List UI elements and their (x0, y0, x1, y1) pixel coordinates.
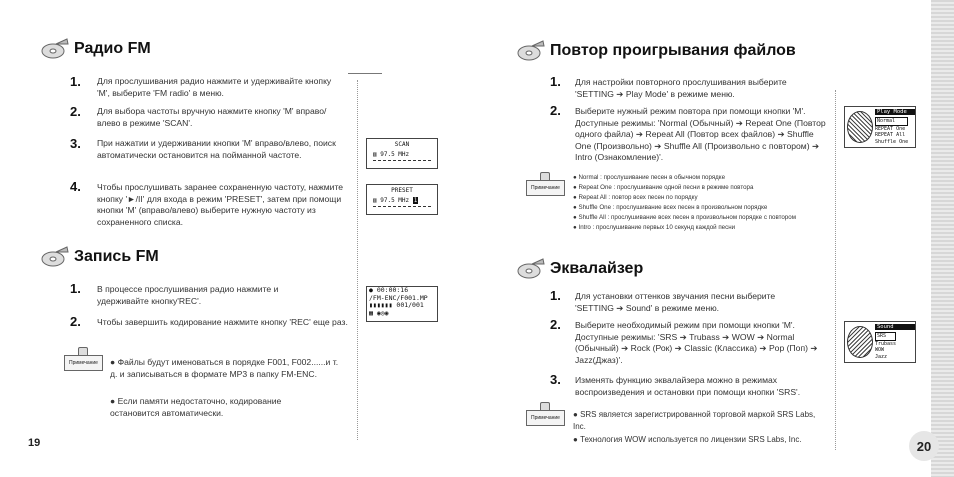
note-item: ● Repeat One : прослушивание одной песни в режиме повтора (573, 184, 754, 191)
note-text: Файлы будут именоваться в порядке F001, F002......и т. д. и записываться в формате MP3 в папку FM-ENC. (110, 357, 339, 379)
note-item: ● Normal : прослушивание песен в обычном порядке (573, 174, 726, 181)
step-number: 2. (550, 103, 561, 118)
radio-section-title (40, 38, 151, 60)
step-number: 2. (70, 104, 81, 119)
lcd-header: Play Mode (875, 109, 915, 115)
page-edge-stripes (931, 0, 954, 477)
note-item: ● Файлы будут именоваться в порядке F001, F002......и т. д. и записываться в формате MP3 в папку FM-ENC. (110, 357, 339, 379)
lcd-preset (366, 184, 438, 215)
lcd-mode: SCAN (394, 141, 410, 148)
step-number: 2. (550, 317, 561, 332)
lcd-play-mode (844, 106, 916, 148)
column-divider (357, 80, 358, 440)
note-label: Примечание (526, 180, 565, 196)
note-text: Repeat All : повтор всех песен по порядку (578, 194, 698, 201)
lcd-item: WOW (875, 347, 885, 353)
note-text: Intro : прослушивание первых 10 секунд каждой песни (578, 224, 736, 231)
lcd-freq-row: ▥ 97.5 MHz 1 (373, 197, 418, 204)
cd-icon (40, 38, 70, 60)
lcd-count: 001/001 (396, 301, 424, 309)
lcd-item: REPEAT All (875, 132, 906, 138)
cd-icon (516, 258, 546, 280)
section-title: Повтор проигрывания файлов (550, 42, 796, 59)
step-number: 3. (550, 372, 561, 387)
page-number: 20 (909, 431, 939, 461)
note-item: ● Технология WOW используется по лицензии SRS Labs, Inc. (573, 435, 802, 444)
step-text: Выберите необходимый режим при помощи кнопки 'M'. Доступные режимы: 'SRS ➔ Trubass ➔ WOW ➔ Normal (Обычный) ➔ Rock (Рок) ➔ Classic (Классика) ➔ Pop (Поп) ➔ Jazz(Джаз)'. (575, 320, 818, 365)
lcd-item: Jazz (875, 353, 888, 360)
record-section-title (40, 246, 159, 268)
note-text: Shuffle One : прослушивание всех песен в произвольном порядке (578, 204, 768, 211)
cd-icon (40, 246, 70, 268)
gear-icon (847, 326, 873, 358)
section-title: Запись FM (74, 248, 159, 265)
lcd-file: /FM-ENC/F001.MP (369, 294, 428, 302)
note-item: ● Shuffle All : прослушивание всех песен в произвольном порядке с повтором (573, 214, 796, 221)
lcd-freq-row: ▥ 97.5 MHz (373, 151, 410, 158)
note-text: Shuffle All : прослушивание всех песен в произвольном порядке с повтором (578, 214, 796, 221)
note-item: ● Если памяти недостаточно, кодирование остановится автоматически. (110, 396, 282, 418)
lcd-menu (875, 332, 896, 360)
note-text: Технология WOW используется по лицензии SRS Labs, Inc. (580, 435, 802, 444)
lcd-channel: 1 (413, 197, 418, 204)
lcd-mode: PRESET (391, 187, 413, 194)
note-item: ● Shuffle One : прослушивание всех песен в произвольном порядке (573, 204, 768, 211)
lcd-tuner-bar (373, 160, 431, 163)
step-number: 4. (70, 179, 81, 194)
note-item: ● Repeat All : повтор всех песен по порядку (573, 194, 698, 201)
lcd-record (366, 286, 438, 322)
note-text: Normal : прослушивание песен в обычном порядке (578, 174, 726, 181)
step-number: 1. (70, 74, 81, 89)
step-number: 3. (70, 136, 81, 151)
lcd-scan (366, 138, 438, 169)
lcd-count-row: ▮▮▮▮▮▮ 001/001 (369, 301, 424, 309)
note-text: Если памяти недостаточно, кодирование остановится автоматически. (110, 396, 282, 418)
step-text: Чтобы завершить кодирование нажмите кнопку 'REC' еще раз. (97, 317, 348, 327)
page-title: Радио FM (74, 40, 151, 57)
lcd-header: Sound (875, 324, 915, 330)
lcd-item: REPEAT One (875, 125, 906, 132)
step-text: Для установки оттенков звучания песни выберите 'SETTING ➔ Sound' в режиме меню. (575, 291, 776, 313)
lcd-item: Trubass (875, 340, 897, 347)
note-icon (526, 172, 564, 196)
step-text: В процессе прослушивания радио нажмите и удерживайте кнопку'REC'. (97, 284, 279, 306)
lcd-time-row: ● 00:00:16 (369, 286, 409, 294)
note-list (573, 173, 843, 233)
eq-section-title (516, 258, 643, 280)
step-text: При нажатии и удерживании кнопки 'M' вправо/влево, поиск автоматически остановится на пойманной частоте. (97, 138, 336, 160)
column-divider (835, 90, 836, 450)
lcd-tuner-bar (373, 206, 431, 209)
lcd-item: Shuffle One (875, 138, 909, 145)
gear-icon (847, 111, 873, 143)
step-text: Для прослушивания радио нажмите и удерживайте кнопку 'M', выберите 'FM radio' в меню. (97, 76, 332, 98)
lcd-time: 00:00:16 (376, 286, 409, 294)
note-text: Repeat One : прослушивание одной песни в режиме повтора (578, 184, 754, 191)
note-icon (526, 402, 564, 426)
step-text: Изменять функцию эквалайзера можно в режимах воспроизведения и остановки при помощи кнопки 'SRS'. (575, 375, 801, 397)
lcd-status-icons: ▦ ◉◎◉ (369, 308, 389, 317)
step-text: Для выбора частоты вручную нажмите кнопку 'M' вправо/влево в режиме 'SCAN'. (97, 106, 327, 128)
note-label: Примечание (526, 410, 565, 426)
lcd-freq: 97.5 MHz (380, 151, 410, 158)
lcd-sound (844, 321, 916, 363)
cd-icon (516, 40, 546, 62)
lcd-item-selected: SRS (875, 332, 896, 341)
step-text: Для настройки повторного прослушивания выберите 'SETTING ➔ Play Mode' в режиме меню. (575, 77, 787, 99)
note-icon (64, 347, 102, 371)
lcd-freq: 97.5 MHz (380, 197, 410, 204)
step-number: 2. (70, 314, 81, 329)
lcd-menu (875, 117, 908, 145)
section-title: Эквалайзер (550, 260, 644, 277)
lcd-item-selected: Normal (875, 117, 908, 126)
note-text: SRS является зарегистрированной торговой маркой SRS Labs, Inc. (573, 410, 816, 431)
step-text: Чтобы прослушивать заранее сохраненную частоту, нажмите кнопку '►/II' для входа в режим 'PRESET', затем при помощи кнопки 'M' (вправо/влево) выберите нужную частоту из сохраненного списка. (97, 182, 344, 227)
repeat-section-title (516, 40, 796, 62)
step-number: 1. (70, 281, 81, 296)
page-number: 19 (28, 437, 41, 449)
step-number: 1. (550, 74, 561, 89)
step-text: Выберите нужный режим повтора при помощи кнопки 'M'. Доступные режимы: 'Normal (Обычный) ➔ Repeat One (Повтор одного файла) ➔ Repeat All (Повтор всех файлов) ➔ Shuffle One (Произвольно) ➔ Shuffle All (Произвольно с повтором) ➔ Intro (Ознакомление)'. (575, 106, 826, 162)
step-number: 1. (550, 288, 561, 303)
divider (348, 73, 382, 74)
note-item: ● SRS является зарегистрированной торговой маркой SRS Labs, Inc. (573, 410, 816, 431)
note-label: Примечание (64, 355, 103, 371)
note-item: ● Intro : прослушивание первых 10 секунд каждой песни (573, 224, 736, 231)
